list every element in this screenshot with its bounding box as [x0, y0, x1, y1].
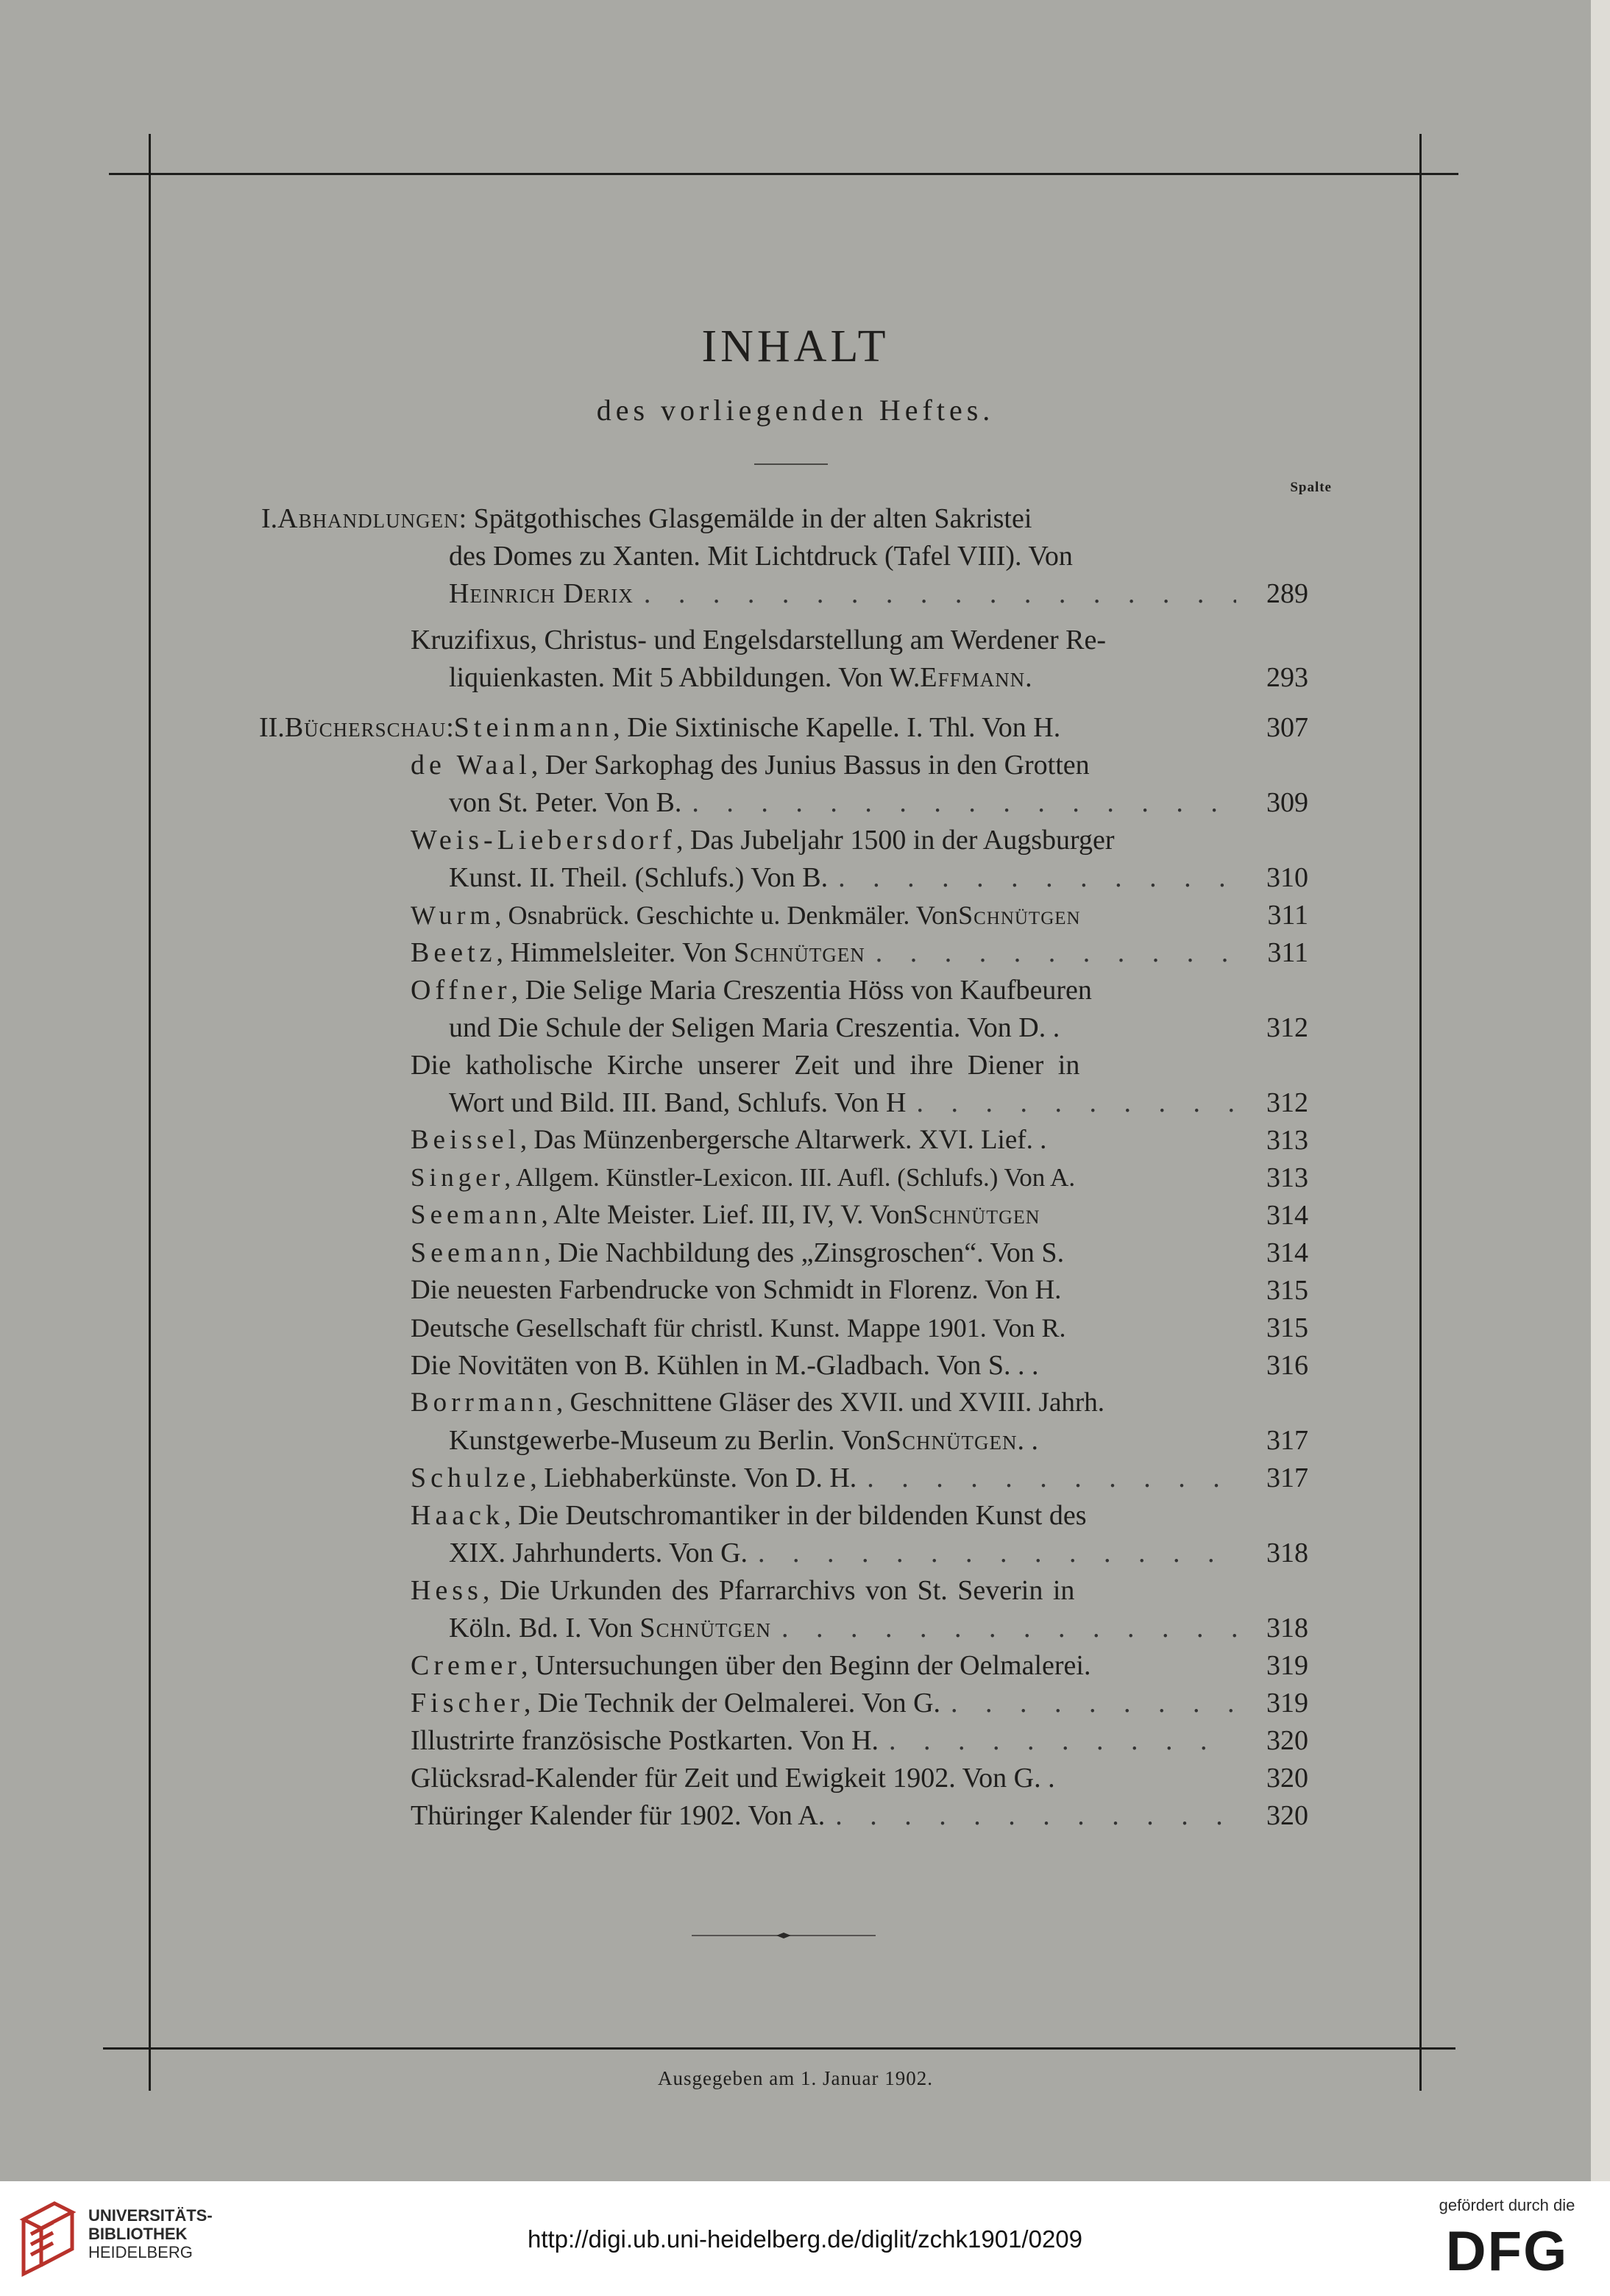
toc-entry-text: Deutsche Gesellschaft für christl. Kunst. Mappe 1901. Von R. — [411, 1313, 1066, 1343]
toc-entry-text: und Die Schule der Seligen Maria Creszentia. Von D. . — [449, 1012, 1060, 1043]
toc-entry-text: , Liebhaberkünste. Von D. H. — [530, 1462, 857, 1493]
toc-column-number: 313 — [1266, 1125, 1308, 1156]
toc-entry-text: Die neuesten Farbendrucke von Schmidt in Florenz. Von H. — [411, 1275, 1062, 1305]
toc-author-name: Hess — [411, 1575, 483, 1606]
toc-column-number: 314 — [1266, 1200, 1308, 1231]
toc-line — [411, 1497, 1238, 1534]
toc-column-number: 320 — [1266, 1800, 1308, 1831]
toc-author-name: Beetz — [411, 937, 497, 968]
sponsor-caption: gefördert durch die — [1439, 2196, 1575, 2214]
toc-line — [411, 1647, 1238, 1684]
toc-entry-text: , Himmelsleiter. Von — [496, 937, 734, 968]
toc-line — [449, 1084, 1236, 1121]
toc-author-name: Cremer — [411, 1650, 521, 1681]
toc-author-name: Heinrich Derix — [449, 578, 634, 609]
toc-author-name: Steinmann — [453, 712, 614, 743]
toc-leader-dots — [634, 575, 1236, 612]
toc-line — [411, 1685, 1236, 1721]
ornament-divider — [692, 1932, 876, 1939]
toc-section-number: I. — [261, 503, 278, 534]
toc-line — [411, 934, 1236, 971]
toc-entry-text: , Das Münzenbergersche Altarwerk. XVI. Lief. . — [519, 1125, 1047, 1155]
toc-author-name: Haack — [411, 1500, 505, 1531]
toc-entry-text: , Die Nachbildung des „Zinsgroschen“. Von S. — [544, 1237, 1065, 1268]
issue-date: Ausgegeben am 1. Januar 1902. — [658, 2067, 933, 2089]
library-name-line: HEIDELBERG — [88, 2243, 193, 2261]
toc-entry-text: , Allgem. Künstler-Lexicon. III. Aufl. (Schlufs.) Von A. — [504, 1163, 1076, 1192]
library-name-line: BIBLIOTHEK — [88, 2225, 188, 2243]
toc-author-name: Seemann — [411, 1200, 542, 1230]
toc-author-name: Fischer — [411, 1688, 524, 1719]
toc-author-name: Schnütgen — [958, 900, 1081, 930]
toc-leader-dots — [748, 1535, 1236, 1571]
toc-entry-text: Kruzifixus, Christus- und Engelsdarstellung am Werdener Re- — [411, 625, 1106, 655]
toc-author-name: Borrmann — [411, 1387, 557, 1418]
toc-line — [411, 747, 1236, 783]
toc-entry-text: Thüringer Kalender für 1902. Von A. — [411, 1800, 826, 1831]
toc-leader-dots — [681, 784, 1236, 821]
toc-line — [449, 1610, 1236, 1646]
toc-line — [449, 1422, 1236, 1459]
toc-entry-text: , Die Selige Maria Creszentia Höss von Kaufbeuren — [511, 975, 1092, 1006]
toc-entry-text: , Osnabrück. Geschichte u. Denkmäler. Von — [494, 900, 959, 930]
toc-entry-text: Kunstgewerbe-Museum zu Berlin. Von — [449, 1425, 886, 1456]
toc-column-number: 320 — [1266, 1725, 1308, 1756]
toc-line — [411, 822, 1236, 859]
toc-author-name: Weis-Liebersdorf — [411, 825, 676, 856]
toc-line — [449, 859, 1236, 896]
toc-column-number: 293 — [1266, 662, 1308, 693]
toc-entry-text: : — [446, 712, 454, 743]
toc-line — [411, 897, 1238, 934]
toc-author-name: Singer — [411, 1163, 505, 1192]
toc-entry-text: , Die Deutschromantiker in der bildenden Kunst des — [504, 1500, 1087, 1531]
toc-entry-text: von St. Peter. Von B. — [449, 787, 682, 818]
toc-column-number: 311 — [1267, 900, 1308, 931]
toc-leader-dots — [879, 1722, 1236, 1759]
toc-line — [411, 1309, 1238, 1346]
toc-column-number: 315 — [1266, 1312, 1308, 1343]
toc-entry-text: Wort und Bild. III. Band, Schlufs. Von H — [449, 1087, 907, 1118]
scan-edge — [1591, 0, 1610, 2181]
toc-entry-text: Glücksrad-Kalender für Zeit und Ewigkeit 1902. Von G. . — [411, 1763, 1055, 1794]
toc-author-name: Offner — [411, 975, 511, 1006]
toc-leader-dots — [906, 1084, 1236, 1121]
toc-column-number: 313 — [1266, 1162, 1308, 1193]
toc-entry-text: . . — [1017, 1425, 1038, 1456]
toc-line — [411, 1760, 1238, 1796]
toc-line — [261, 500, 1229, 537]
library-name-line: UNIVERSITÄTS- — [88, 2206, 213, 2225]
toc-column-number: 320 — [1266, 1763, 1308, 1794]
toc-line — [411, 1234, 1238, 1271]
toc-line — [411, 1347, 1238, 1384]
toc-line — [411, 1122, 1238, 1159]
toc-section-heading: Abhandlungen — [277, 503, 459, 534]
toc-line — [411, 1460, 1236, 1496]
toc-column-number: 317 — [1266, 1425, 1308, 1456]
toc-entry-text: , Geschnittene Gläser des XVII. und XVIII. Jahrh. — [556, 1387, 1104, 1418]
toc-entry-text: : Spätgothisches Glasgemälde in der alten Sakristei — [458, 503, 1032, 534]
frame-bottom-rule — [103, 2047, 1455, 2050]
toc-entry-text: , Alte Meister. Lief. III, IV, V. Von — [541, 1200, 913, 1230]
toc-entry-text: XIX. Jahrhunderts. Von G. — [449, 1538, 748, 1568]
toc-column-number: 317 — [1266, 1462, 1308, 1493]
toc-entry-text: , Das Jubeljahr 1500 in der Augsburger — [675, 825, 1115, 856]
toc-entry-text: , Die Technik der Oelmalerei. Von G. — [523, 1688, 941, 1719]
toc-entry-text: , Untersuchungen über den Beginn der Oelmalerei. — [520, 1650, 1091, 1681]
toc-line — [411, 1159, 1238, 1196]
toc-line — [411, 1385, 1238, 1421]
toc-leader-dots — [857, 1460, 1236, 1496]
toc-entry-text: , Die Sixtinische Kapelle. I. Thl. Von H. — [613, 712, 1061, 743]
toc-entry-text: . — [1025, 662, 1032, 693]
toc-entry-text: des Domes zu Xanten. Mit Lichtdruck (Tafel VIII). Von — [449, 541, 1073, 572]
toc-author-name: Schnütgen — [639, 1613, 771, 1643]
toc-column-number: 312 — [1266, 1087, 1308, 1118]
toc-line — [449, 784, 1236, 821]
toc-column-number: 309 — [1266, 787, 1308, 818]
toc-leader-dots — [865, 934, 1236, 971]
toc-line — [449, 575, 1236, 612]
page-title: INHALT — [701, 321, 890, 372]
toc-entry-text: Illustrirte französische Postkarten. Von H. — [411, 1725, 879, 1756]
permalink-url[interactable]: http://digi.ub.uni-heidelberg.de/diglit/zchk1901/0209 — [527, 2225, 1083, 2253]
toc-column-number: 315 — [1266, 1275, 1308, 1306]
toc-column-number: 314 — [1266, 1237, 1308, 1268]
toc-author-name: Effmann — [920, 662, 1026, 693]
toc-line — [411, 1572, 1238, 1609]
toc-author-name: Schnütgen — [912, 1200, 1040, 1230]
toc-column-number: 289 — [1266, 578, 1308, 609]
toc-column-number: 311 — [1267, 937, 1308, 968]
toc-author-name: Beissel — [411, 1125, 520, 1155]
toc-leader-dots — [771, 1610, 1236, 1646]
page-subtitle: des vorliegenden Heftes. — [596, 394, 995, 427]
toc-author-name: Schnütgen — [734, 937, 865, 968]
toc-entry-text: liquienkasten. Mit 5 Abbildungen. Von W. — [449, 662, 921, 693]
toc-author-name: Schnütgen — [885, 1425, 1018, 1456]
toc-line — [449, 1535, 1236, 1571]
dfg-logo[interactable]: DFG — [1445, 2220, 1569, 2283]
toc-column-number: 319 — [1266, 1650, 1308, 1681]
toc-line — [411, 622, 1229, 658]
toc-author-name: Schulze — [411, 1462, 531, 1493]
toc-entry-text: Köln. Bd. I. Von — [449, 1613, 640, 1643]
digitization-banner — [0, 2181, 1610, 2296]
toc-author-name: de Waal — [411, 750, 531, 781]
toc-line — [449, 1009, 1236, 1046]
toc-line — [411, 972, 1236, 1009]
toc-entry-text: , Die Urkunden des Pfarrarchivs von St. Severin in — [482, 1575, 1075, 1606]
toc-line — [411, 1272, 1238, 1309]
toc-column-number: 312 — [1266, 1012, 1308, 1043]
toc-column-number: 318 — [1266, 1613, 1308, 1643]
toc-section-number: II. — [259, 712, 285, 743]
toc-column-number: 316 — [1266, 1350, 1308, 1381]
toc-column-number: 307 — [1266, 712, 1308, 743]
toc-line — [411, 1722, 1236, 1759]
toc-line — [411, 1797, 1236, 1834]
toc-leader-dots — [828, 859, 1236, 896]
toc-entry-text: Die Novitäten von B. Kühlen in M.-Gladbach. Von S. . . — [411, 1350, 1039, 1381]
toc-entry-text: Kunst. II. Theil. (Schlufs.) Von B. — [449, 862, 829, 893]
toc-column-number: 318 — [1266, 1538, 1308, 1568]
toc-line — [449, 538, 1229, 575]
toc-entry-text: Die katholische Kirche unserer Zeit und ihre Diener in — [411, 1050, 1080, 1081]
toc-leader-dots — [940, 1685, 1236, 1721]
toc-author-name: Seemann — [411, 1237, 545, 1268]
toc-column-number: 319 — [1266, 1688, 1308, 1719]
toc-line — [449, 659, 1236, 696]
toc-leader-dots — [825, 1797, 1236, 1834]
toc-section-heading: Bücherschau — [284, 712, 447, 743]
toc-line — [411, 1047, 1236, 1084]
toc-line — [259, 709, 1238, 746]
toc-author-name: Wurm — [411, 900, 495, 930]
toc-column-number: 310 — [1266, 862, 1308, 893]
toc-entry-text: , Der Sarkophag des Junius Bassus in den Grotten — [531, 750, 1090, 781]
column-label: Spalte — [1290, 480, 1332, 495]
toc-line — [411, 1197, 1238, 1234]
